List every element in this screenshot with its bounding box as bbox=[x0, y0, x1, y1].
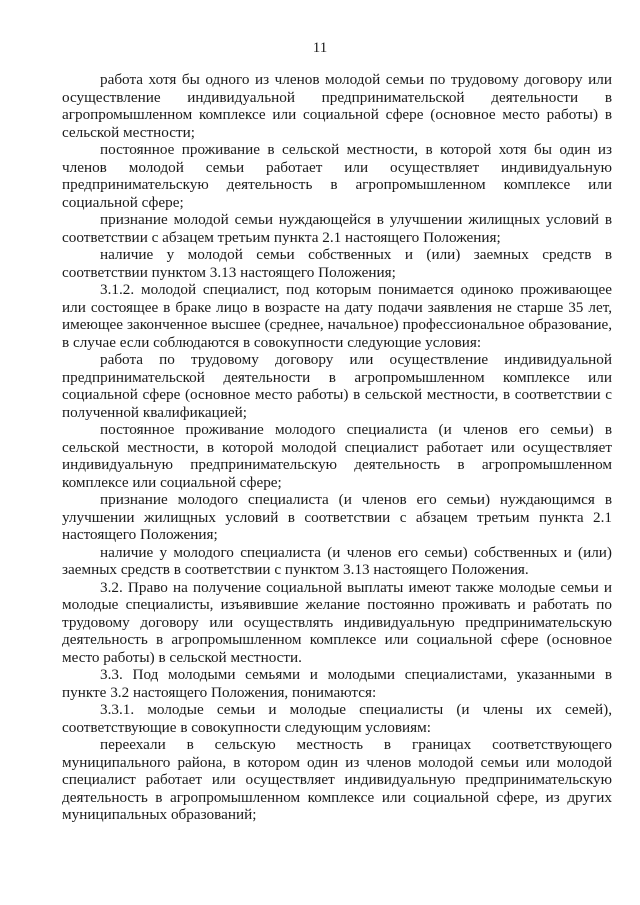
paragraph: 3.2. Право на получение социальной выплаты имеют также молодые семьи и молодые специалисты, изъявившие желание постоянно проживать и работать по трудовому договору или осуществлять индивидуальную предпринимательскую деятельность в агропромышленном комплексе или социальной сфере (основное место работы) в сельской местности. bbox=[62, 578, 612, 666]
paragraph: 3.3. Под молодыми семьями и молодыми специалистами, указанными в пункте 3.2 настоящего Положения, понимаются: bbox=[62, 666, 612, 701]
paragraph: наличие у молодой семьи собственных и (или) заемных средств в соответствии пунктом 3.13 настоящего Положения; bbox=[62, 246, 612, 281]
page-number: 11 bbox=[312, 40, 328, 56]
paragraph: 3.1.2. молодой специалист, под которым понимается одиноко проживающее или состоящее в браке лицо в возрасте на дату подачи заявления не старше 35 лет, имеющее законченное высшее (среднее, начальное) профессиональное образование, в случае если соблюдаются в совокупности следующие условия: bbox=[62, 281, 612, 351]
paragraph: работа хотя бы одного из членов молодой семьи по трудовому договору или осуществление индивидуальной предпринимательской деятельности в агропромышленном комплексе или социальной сфере (основное место работы) в сельской местности; bbox=[62, 71, 612, 141]
paragraph: переехали в сельскую местность в границах соответствующего муниципального района, в котором один из членов молодой семьи или молодой специалист работает или осуществляет индивидуальную предпринимательскую деятельность в агропромышленном комплексе или социальной сфере, из других муниципальных образований; bbox=[62, 736, 612, 823]
paragraph: работа по трудовому договору или осуществление индивидуальной предпринимательской деятельности в агропромышленном комплексе или социальной сфере (основное место работы) в сельской местности, в соответствии с полученной квалификацией; bbox=[62, 351, 612, 421]
paragraph: 3.3.1. молодые семьи и молодые специалисты (и члены их семей), соответствующие в совокупности следующим условиям: bbox=[62, 701, 612, 736]
paragraph: постоянное проживание в сельской местности, в которой хотя бы один из членов молодой семьи работает или осуществляет индивидуальную предпринимательскую деятельность в агропромышленном комплексе или социальной сфере; bbox=[62, 141, 612, 211]
paragraph: наличие у молодого специалиста (и членов его семьи) собственных и (или) заемных средств в соответствии с пунктом 3.13 настоящего Положения. bbox=[62, 543, 612, 578]
document-body bbox=[62, 71, 612, 824]
paragraph: признание молодой семьи нуждающейся в улучшении жилищных условий в соответствии с абзацем третьим пункта 2.1 настоящего Положения; bbox=[62, 211, 612, 246]
paragraph: признание молодого специалиста (и членов его семьи) нуждающимся в улучшении жилищных условий в соответствии с абзацем третьим пункта 2.1 настоящего Положения; bbox=[62, 491, 612, 543]
paragraph: постоянное проживание молодого специалиста (и членов его семьи) в сельской местности, в которой молодой специалист работает или осуществляет индивидуальную предпринимательскую деятельность в агропромышленном комплексе или социальной сфере; bbox=[62, 421, 612, 491]
